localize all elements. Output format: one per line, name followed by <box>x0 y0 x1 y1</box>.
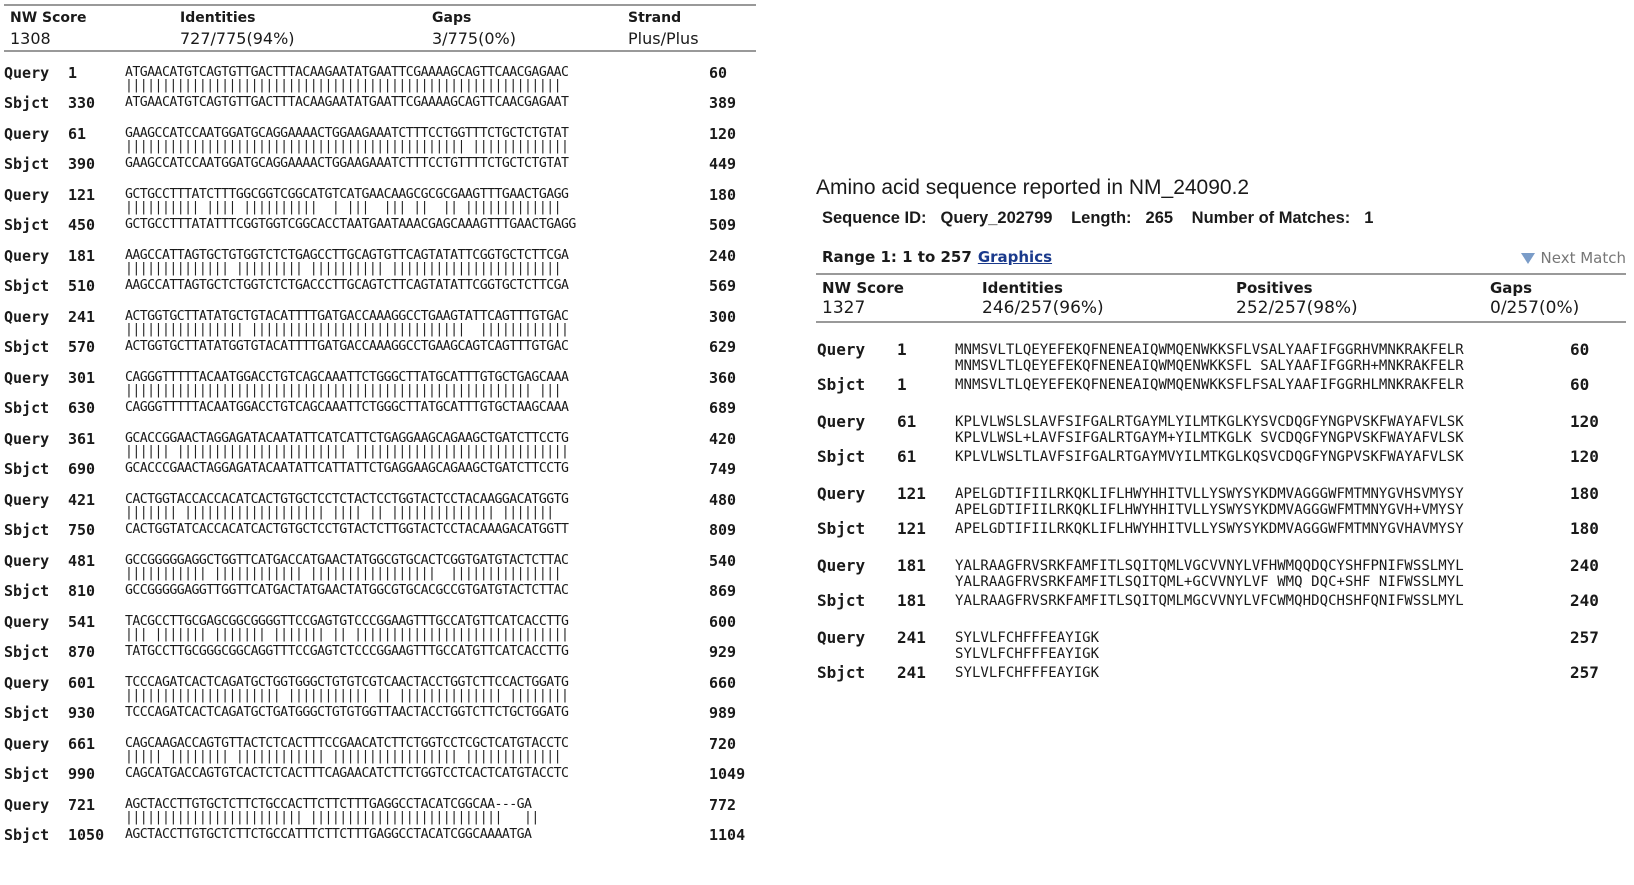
end-position: 180 <box>1570 519 1599 538</box>
start-position: 690 <box>68 460 96 478</box>
end-position: 660 <box>709 674 737 692</box>
aa-subject-row <box>812 591 1634 613</box>
start-position: 570 <box>68 338 96 356</box>
end-position: 257 <box>1570 628 1599 647</box>
aa-alignment-block <box>812 556 1634 626</box>
start-position: 661 <box>68 735 96 753</box>
start-position: 61 <box>897 447 917 466</box>
start-position: 450 <box>68 216 96 234</box>
aa-positives-value: 252/257(98%) <box>1236 298 1358 318</box>
sequence: GAAGCCATCCAATGGATGCAGGAAAACTGGAAGAAATCTTTCCTGTTTTCTGCTCTGTAT <box>125 156 569 171</box>
row-label: Query <box>4 430 50 448</box>
subject-row <box>0 702 760 724</box>
subject-row <box>0 336 760 358</box>
end-position: 989 <box>709 704 737 722</box>
start-position: 1050 <box>68 826 105 844</box>
start-position: 181 <box>897 556 926 575</box>
row-label: Sbjct <box>4 460 50 478</box>
match-line: |||||||||||||||| ||||||||||||||||||||||||||||| |||||||||||| <box>125 322 569 337</box>
end-position: 480 <box>709 491 737 509</box>
end-position: 180 <box>709 186 737 204</box>
start-position: 1 <box>897 375 907 394</box>
row-label: Sbjct <box>4 826 50 844</box>
start-position: 330 <box>68 94 96 112</box>
start-position: 121 <box>897 484 926 503</box>
aa-subject-row <box>812 663 1634 685</box>
row-label: Query <box>4 613 50 631</box>
start-position: 61 <box>897 412 917 431</box>
start-position: 121 <box>897 519 926 538</box>
start-position: 541 <box>68 613 96 631</box>
end-position: 120 <box>1570 412 1599 431</box>
identities-value: 727/775(94%) <box>180 29 295 48</box>
row-label: Query <box>4 552 50 570</box>
start-position: 990 <box>68 765 96 783</box>
alignment-block <box>0 367 760 427</box>
sequence: CAGCATGACCAGTGTCACTCTCACTTTCAGAACATCTTCTGGTCCTCACTCATGTACCTC <box>125 766 569 781</box>
start-position: 481 <box>68 552 96 570</box>
row-label: Query <box>817 628 866 647</box>
sequence: CAGGGTTTTTACAATGGACCTGTCAGCAAATTCTGGGCTTATGCATTTGTGCTAAGCAAA <box>125 400 569 415</box>
end-position: 240 <box>709 247 737 265</box>
subject-row <box>0 214 760 236</box>
subject-row <box>0 519 760 541</box>
aa-alignment-block <box>812 412 1634 482</box>
subject-row <box>0 153 760 175</box>
start-position: 121 <box>68 186 96 204</box>
gaps-label: Gaps <box>432 10 472 26</box>
row-label: Sbjct <box>4 216 50 234</box>
sequence-id-value: Query_202799 <box>940 209 1053 227</box>
matches-value: 1 <box>1364 209 1374 227</box>
row-label: Query <box>817 340 866 359</box>
start-position: 721 <box>68 796 96 814</box>
row-label: Query <box>4 674 50 692</box>
sequence: AAGCCATTAGTGCTCTGGTCTCTGACCCTTGCAGTCTTCAGTATATTCGGTGCTCTTCGA <box>125 278 569 293</box>
aa-match-line: MNMSVLTLQEYEFEKQFNENEAIQWMQENWKKSFL SALYAAFIFGGRH+MNKRAKFELR <box>955 358 1464 374</box>
start-position: 181 <box>68 247 96 265</box>
sequence: SYLVLFCHFFFEAYIGK <box>955 630 1100 646</box>
row-label: Sbjct <box>817 519 866 538</box>
aa-match-line: YALRAAGFRVSRKFAMFITLSQITQML+GCVVNYLVF WMQ DQC+SHF NIFWSSLMYL <box>955 574 1464 590</box>
aa-summary-header <box>816 273 1626 323</box>
match-line: |||||||||||||||||||||||| |||||||||||||||||||||||||| || <box>125 810 539 825</box>
alignment-block <box>0 794 760 854</box>
sequence: YALRAAGFRVSRKFAMFITLSQITQMLVGCVVNYLVFHWMQQDQCYSHFPNIFWSSLMYL <box>955 558 1464 574</box>
aa-nw-score-label: NW Score <box>822 279 904 297</box>
sequence-id-label: Sequence ID: <box>822 209 927 227</box>
aa-alignment-block <box>812 484 1634 554</box>
alignment-block <box>0 672 760 732</box>
aa-alignment-block <box>812 340 1634 410</box>
end-position: 509 <box>709 216 737 234</box>
row-label: Query <box>4 125 50 143</box>
matches-label: Number of Matches: <box>1191 209 1351 227</box>
aa-alignment-block <box>812 628 1634 698</box>
end-position: 120 <box>1570 447 1599 466</box>
sequence: CACTGGTATCACCACATCACTGTGCTCCTGTACTCTTGGTACTCCTACAAAGACATGGTT <box>125 522 569 537</box>
aa-query-row <box>812 628 1634 650</box>
match-line: |||||| ||||||||||||||||||||||| ||||||||||||||||||||||||||||| <box>125 444 569 459</box>
sequence: GCTGCCTTTATATTTCGGTGGTCGGCACCTAATGAATAAACGAGCAAAGTTTGAACTGAGG <box>125 217 576 232</box>
start-position: 1 <box>68 64 78 82</box>
aa-nw-score-value: 1327 <box>822 298 866 318</box>
sequence-info-line <box>822 209 1387 228</box>
alignment-block <box>0 489 760 549</box>
subject-row <box>0 763 760 785</box>
subject-row <box>0 458 760 480</box>
subject-row <box>0 275 760 297</box>
alignment-block <box>0 550 760 610</box>
sequence: ACTGGTGCTTATATGGTGTACATTTTGATGACCAAAGGCCTGAAGCAGTCAGTTTGTGAC <box>125 339 569 354</box>
nw-score-label: NW Score <box>10 10 87 26</box>
sequence: APELGDTIFIILRKQKLIFLHWYHHITVLLYSWYSYKDMVAGGGWFMTMNYGVHAVMYSY <box>955 521 1464 537</box>
row-label: Sbjct <box>817 591 866 610</box>
sequence: GCTGCCTTTATCTTTGGCGGTCGGCATGTCATGAACAAGCGCGCGAAGTTTGAACTGAGG <box>125 187 569 202</box>
match-line: |||||||||||||||||||||||||||||||||||||||||||||| ||||||||||||| <box>125 139 569 154</box>
end-position: 360 <box>709 369 737 387</box>
next-match-button[interactable] <box>1521 249 1626 267</box>
aa-positives-label: Positives <box>1236 279 1313 297</box>
start-position: 241 <box>68 308 96 326</box>
subject-row <box>0 580 760 602</box>
row-label: Query <box>817 484 866 503</box>
row-label: Query <box>4 369 50 387</box>
end-position: 60 <box>1570 340 1590 359</box>
row-label: Query <box>4 491 50 509</box>
start-position: 301 <box>68 369 96 387</box>
sequence: TCCCAGATCACTCAGATGCTGATGGGCTGTGTGGTTAACTACCTGGTCTTCTGCTGGATG <box>125 705 569 720</box>
sequence: KPLVLWSLTLAVFSIFGALRTGAYMVYILMTKGLKQSVCDQGFYNGPVSKFWAYAFVLSK <box>955 449 1464 465</box>
start-position: 61 <box>68 125 87 143</box>
subject-row <box>0 641 760 663</box>
strand-value: Plus/Plus <box>628 29 699 48</box>
match-line: ||||||| ||||||||||||||||||| |||| || |||||||||||||| ||||||| <box>125 505 561 520</box>
end-position: 809 <box>709 521 737 539</box>
row-label: Query <box>817 412 866 431</box>
end-position: 300 <box>709 308 737 326</box>
end-position: 540 <box>709 552 737 570</box>
down-triangle-icon <box>1521 253 1535 264</box>
match-line: ||||||||||||||||||||||||||||||||||||||||||||||||||||||| ||| <box>125 383 561 398</box>
sequence: MNMSVLTLQEYEFEKQFNENEAIQWMQENWKKSFLFSALYAAFIFGGRHLMNKRAKFELR <box>955 377 1464 393</box>
aa-match-line: KPLVLWSL+LAVFSIFGALRTGAYM+YILMTKGLK SVCDQGFYNGPVSKFWAYAFVLSK <box>955 430 1464 446</box>
sequence: TACGCCTTGCGAGCGGCGGGGTTCCGAGTGTCCCGGAAGTTTGCCATGTTCATCACCTTG <box>125 614 569 629</box>
end-position: 1104 <box>709 826 746 844</box>
end-position: 749 <box>709 460 737 478</box>
sequence: ATGAACATGTCAGTGTTGACTTTACAAGAATATGAATTCGAAAAGCAGTTCAACGAGAAC <box>125 65 569 80</box>
sequence: GCACCGGAACTAGGAGATACAATATTCATCATTCTGAGGAAGCAGAAGCTGATCTTCCTG <box>125 431 569 446</box>
end-position: 929 <box>709 643 737 661</box>
end-position: 120 <box>709 125 737 143</box>
sequence: GCCGGGGGAGGCTGGTTCATGACCATGAACTATGGCGTGCACTCGGTGATGTACTCTTAC <box>125 553 569 568</box>
aa-identities-value: 246/257(96%) <box>982 298 1104 318</box>
graphics-link[interactable]: Graphics <box>977 248 1053 266</box>
sequence: AAGCCATTAGTGCTGTGGTCTCTGAGCCTTGCAGTGTTCAGTATATTCGGTGCTCTTCGA <box>125 248 569 263</box>
row-label: Query <box>817 556 866 575</box>
next-match-label: Next Match <box>1540 249 1626 267</box>
end-position: 240 <box>1570 591 1599 610</box>
end-position: 720 <box>709 735 737 753</box>
start-position: 630 <box>68 399 96 417</box>
row-label: Sbjct <box>4 765 50 783</box>
subject-row <box>0 92 760 114</box>
row-label: Sbjct <box>4 704 50 722</box>
subject-row <box>0 824 760 846</box>
length-value: 265 <box>1145 209 1174 227</box>
alignment-block <box>0 733 760 793</box>
alignment-block <box>0 62 760 122</box>
nw-score-value: 1308 <box>10 29 51 48</box>
aa-match-line: SYLVLFCHFFFEAYIGK <box>955 646 1100 662</box>
start-position: 390 <box>68 155 96 173</box>
sequence: ACTGGTGCTTATATGCTGTACATTTTGATGACCAAAGGCCTGAAGTATTCAGTTTGTGAC <box>125 309 569 324</box>
sequence: TCCCAGATCACTCAGATGCTGGTGGGCTGTGTCGTCAACTACCTGGTCTTCCACTGGATG <box>125 675 569 690</box>
sequence: CACTGGTACCACCACATCACTGTGCTCCTCTACTCCTGGTACTCCTACAAGGACATGGTG <box>125 492 569 507</box>
start-position: 810 <box>68 582 96 600</box>
row-label: Query <box>4 735 50 753</box>
row-label: Sbjct <box>4 399 50 417</box>
match-line: ||||||||||||||||||||| ||||||||||| || |||||||||||||| |||||||| <box>125 688 569 703</box>
row-label: Sbjct <box>817 663 866 682</box>
end-position: 180 <box>1570 484 1599 503</box>
start-position: 361 <box>68 430 96 448</box>
subject-row <box>0 397 760 419</box>
sequence: ATGAACATGTCAGTGTTGACTTTACAAGAATATGAATTCGAAAAGCAGTTCAACGAGAAT <box>125 95 569 110</box>
match-line: |||||||||| |||| |||||||||| | ||| ||| || || ||||||||||||| <box>125 200 561 215</box>
nucleotide-alignment-panel <box>0 0 760 885</box>
strand-label: Strand <box>628 10 682 26</box>
end-position: 600 <box>709 613 737 631</box>
row-label: Sbjct <box>817 447 866 466</box>
row-label: Sbjct <box>4 155 50 173</box>
end-position: 772 <box>709 796 737 814</box>
range-line <box>822 248 1052 266</box>
start-position: 241 <box>897 663 926 682</box>
sequence: MNMSVLTLQEYEFEKQFNENEAIQWMQENWKKSFLVSALYAAFIFGGRHVMNKRAKFELR <box>955 342 1464 358</box>
sequence: KPLVLWSLSLAVFSIFGALRTGAYMLYILMTKGLKYSVCDQGFYNGPVSKFWAYAFVLSK <box>955 414 1464 430</box>
row-label: Sbjct <box>817 375 866 394</box>
range-label: Range 1: 1 to 257 <box>822 248 972 266</box>
aa-subject-row <box>812 447 1634 469</box>
sequence: GAAGCCATCCAATGGATGCAGGAAAACTGGAAGAAATCTTTCCTGGTTTCTGCTCTGTAT <box>125 126 569 141</box>
alignment-block <box>0 245 760 305</box>
alignment-block <box>0 306 760 366</box>
alignment-block <box>0 123 760 183</box>
match-line: ||||| |||||||| |||||||||||| ||||||||||||||||| ||||||||||||| <box>125 749 561 764</box>
aa-subject-row <box>812 375 1634 397</box>
sequence: GCACCCGAACTAGGAGATACAATATTCATTATTCTGAGGAAGCAGAAGCTGATCTTCCTG <box>125 461 569 476</box>
sequence: SYLVLFCHFFFEAYIGK <box>955 665 1100 681</box>
end-position: 240 <box>1570 556 1599 575</box>
end-position: 257 <box>1570 663 1599 682</box>
sequence: TATGCCTTGCGGGCGGCAGGTTTCCGAGTCTCCCGGAAGTTTGCCATGTTCATCACCTTG <box>125 644 569 659</box>
sequence: GCCGGGGGAGGTTGGTTCATGACTATGAACTATGGCGTGCACGCCGTGATGTACTCTTAC <box>125 583 569 598</box>
sequence: AGCTACCTTGTGCTCTTCTGCCATTTCTTCTTTGAGGCCTACATCGGCAAAATGA <box>125 827 532 842</box>
match-line: ||| ||||||| ||||||| ||||||| || ||||||||||||||||||||||||||||| <box>125 627 569 642</box>
row-label: Sbjct <box>4 582 50 600</box>
end-position: 449 <box>709 155 737 173</box>
nucleotide-summary-header <box>4 4 756 52</box>
sequence: APELGDTIFIILRKQKLIFLHWYHHITVLLYSWYSYKDMVAGGGWFMTMNYGVHSVMYSY <box>955 486 1464 502</box>
end-position: 569 <box>709 277 737 295</box>
row-label: Query <box>4 186 50 204</box>
row-label: Sbjct <box>4 94 50 112</box>
aa-gaps-value: 0/257(0%) <box>1490 298 1580 318</box>
start-position: 870 <box>68 643 96 661</box>
start-position: 601 <box>68 674 96 692</box>
end-position: 629 <box>709 338 737 356</box>
alignment-block <box>0 611 760 671</box>
row-label: Sbjct <box>4 521 50 539</box>
start-position: 241 <box>897 628 926 647</box>
length-label: Length: <box>1071 209 1132 227</box>
row-label: Sbjct <box>4 338 50 356</box>
sequence: CAGGGTTTTTACAATGGACCTGTCAGCAAATTCTGGGCTTATGCATTTGTGCTGAGCAAA <box>125 370 569 385</box>
identities-label: Identities <box>180 10 256 26</box>
aa-identities-label: Identities <box>982 279 1063 297</box>
start-position: 1 <box>897 340 907 359</box>
aa-subject-row <box>812 519 1634 541</box>
row-label: Query <box>4 308 50 326</box>
amino-acid-alignment-panel <box>812 176 1634 716</box>
alignment-block <box>0 184 760 244</box>
sequence: AGCTACCTTGTGCTCTTCTGCCACTTCTTCTTTGAGGCCTACATCGGCAA---GA <box>125 797 532 812</box>
start-position: 421 <box>68 491 96 509</box>
gaps-value: 3/775(0%) <box>432 29 516 48</box>
match-line: |||||||||||||| ||||||||| |||||||||| ||||||||||||||||||||||| <box>125 261 561 276</box>
sequence: CAGCAAGACCAGTGTTACTCTCACTTTCCGAACATCTTCTGGTCCTCGCTCATGTACCTC <box>125 736 569 751</box>
start-position: 181 <box>897 591 926 610</box>
match-line: ||||||||||| |||||||||||| ||||||||||||||||| ||||||||||||||| <box>125 566 561 581</box>
start-position: 750 <box>68 521 96 539</box>
end-position: 389 <box>709 94 737 112</box>
row-label: Query <box>4 64 50 82</box>
end-position: 869 <box>709 582 737 600</box>
match-line: ||||||||||||||||||||||||||||||||||||||||||||||||||||||||||| <box>125 78 569 93</box>
sequence: YALRAAGFRVSRKFAMFITLSQITQMLMGCVVNYLVFCWMQHDQCHSHFQNIFWSSLMYL <box>955 593 1464 609</box>
start-position: 510 <box>68 277 96 295</box>
alignment-block <box>0 428 760 488</box>
start-position: 930 <box>68 704 96 722</box>
row-label: Sbjct <box>4 277 50 295</box>
row-label: Query <box>4 247 50 265</box>
end-position: 420 <box>709 430 737 448</box>
end-position: 60 <box>709 64 728 82</box>
aa-gaps-label: Gaps <box>1490 279 1533 297</box>
end-position: 689 <box>709 399 737 417</box>
aa-alignment-title: Amino acid sequence reported in NM_24090.2 <box>816 176 1250 199</box>
end-position: 1049 <box>709 765 746 783</box>
row-label: Query <box>4 796 50 814</box>
aa-match-line: APELGDTIFIILRKQKLIFLHWYHHITVLLYSWYSYKDMVAGGGWFMTMNYGVH+VMYSY <box>955 502 1464 518</box>
row-label: Sbjct <box>4 643 50 661</box>
end-position: 60 <box>1570 375 1590 394</box>
